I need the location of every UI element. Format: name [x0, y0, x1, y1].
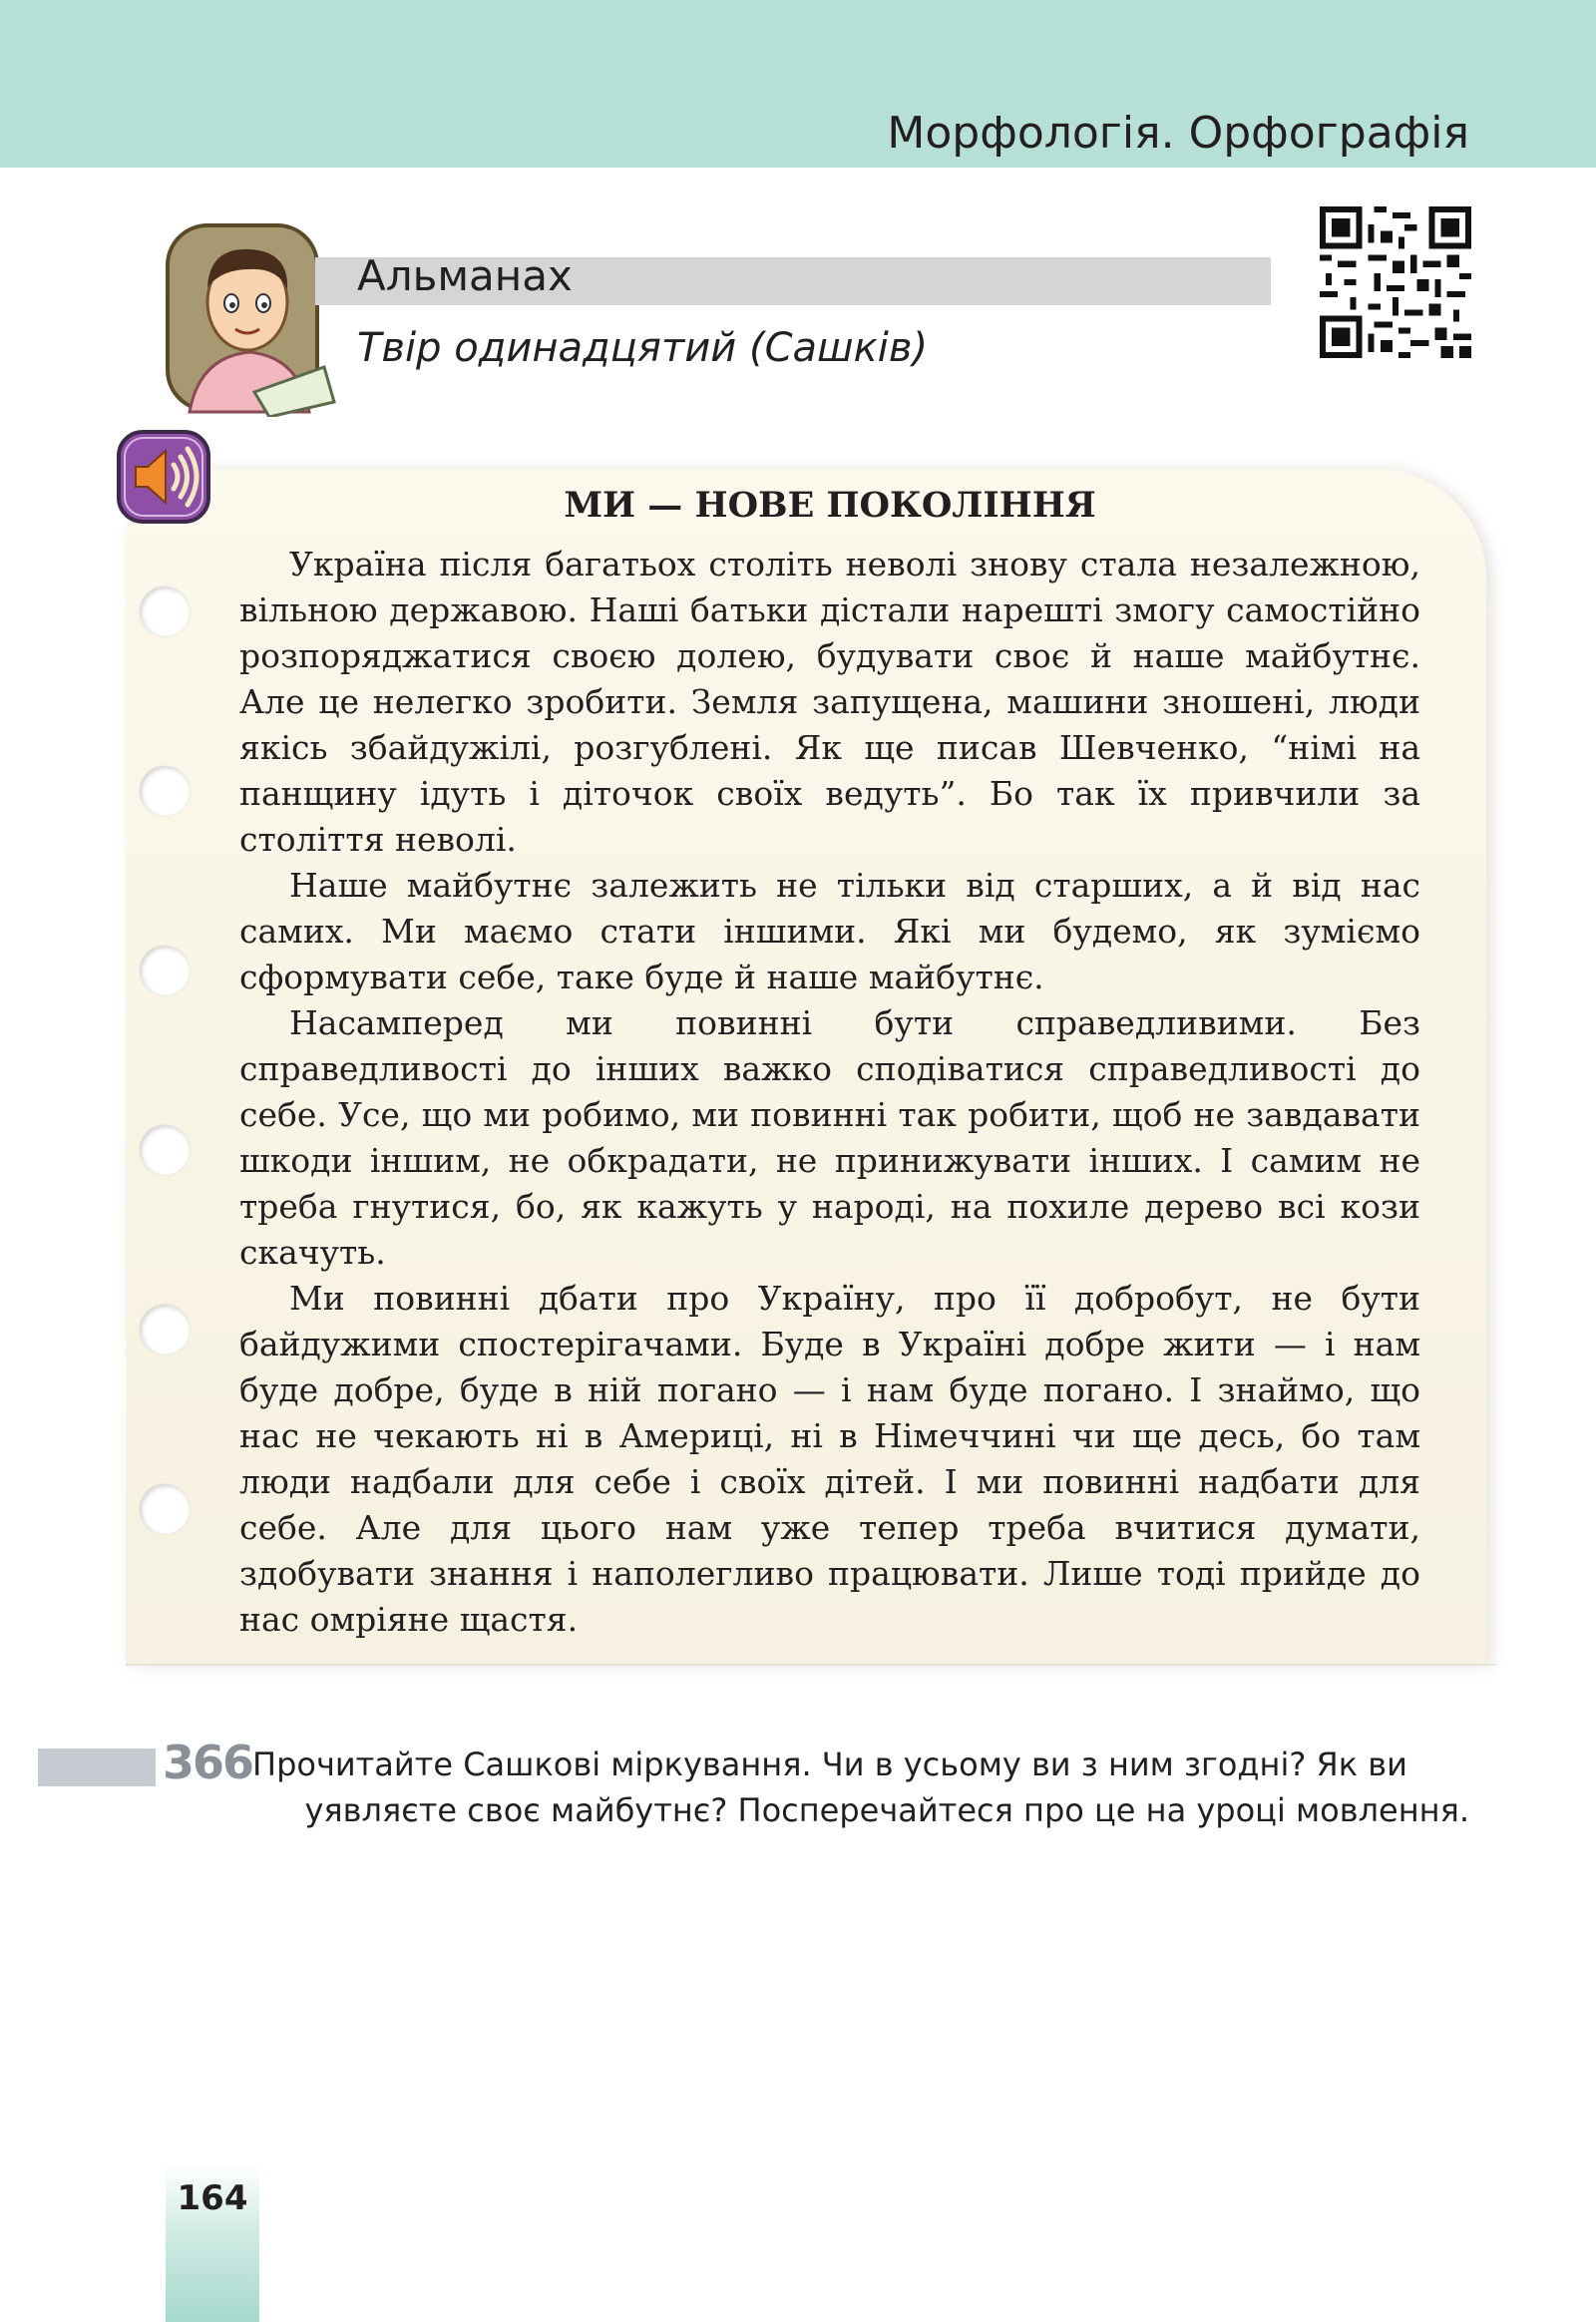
- binder-hole: [140, 1484, 190, 1534]
- binder-hole: [140, 946, 190, 995]
- boy-reading-icon: [160, 217, 339, 417]
- heading-title: Альманах: [357, 251, 573, 300]
- essay-title: МИ — НОВЕ ПОКОЛІННЯ: [564, 485, 1096, 526]
- task-line: Прочитайте Сашкові міркування. Чи в усьому ви з ним згодні? Як ви: [252, 1745, 1407, 1783]
- binder-hole: [140, 766, 190, 816]
- binder-hole: [140, 1305, 190, 1354]
- binder-hole: [140, 586, 190, 636]
- essay-paragraph: Насамперед ми повинні бути справедливими. Без справедливості до інших важко сподіватися справедливості до себе. Усе, що ми робимо, ми повинні так робити, щоб не завдавати шкоди іншим, не обкрадати, не принижувати інших. І самим не треба гнутися, бо, як кажуть у народі, на похиле дерево всі кози скачуть.: [239, 1003, 1420, 1272]
- section-title: Морфологія. Орфографія: [887, 108, 1469, 159]
- task-number: 366: [163, 1736, 253, 1789]
- card-bottom-edge: [126, 1664, 1496, 1666]
- page-number: 164: [177, 2178, 248, 2218]
- task-line: уявляєте своє майбутнє? Посперечайтеся про це на уроці мовлення.: [304, 1791, 1469, 1829]
- speaker-audio-icon[interactable]: [116, 429, 211, 525]
- task-marker-bar: [38, 1748, 156, 1786]
- heading-subtitle: Твір одинадцятий (Сашків): [357, 325, 929, 371]
- essay-body: [239, 542, 1420, 1643]
- qr-code-icon[interactable]: [1320, 206, 1471, 358]
- essay-paragraph: Ми повинні дбати про Україну, про її добробут, не бути байдужими спостерігачами. Буде в Україні добре жити — і нам буде добре, буде в ній погано — і нам буде погано. І знаймо, що нас не чекають ні в Америці, ні в Німеччині чи ще десь, бо там люди надбали для себе і своїх дітей. І ми повинні надбати для себе. Але для цього нам уже тепер треба вчитися думати, здобувати знання і наполегливо працювати. Лише тоді прийде до нас омріяне щастя.: [239, 1279, 1420, 1639]
- binder-hole: [140, 1125, 190, 1175]
- task-text: [252, 1742, 1469, 1833]
- essay-paragraph: Україна після багатьох століть неволі знову стала незалежною, вільною державою. Наші батьки дістали нарешті змогу самостійно розпоряджатися своєю долею, будувати своє й наше майбутнє. Але це нелегко зробити. Земля запущена, машини зношені, люди якісь збайдужілі, розгублені. Як ще писав Шевченко, “німі на панщину ідуть і діточок своїх ведуть”. Бо так їх привчили за століття неволі.: [239, 545, 1420, 859]
- essay-paragraph: Наше майбутнє залежить не тільки від старших, а й від нас самих. Ми маємо стати іншими. Які ми будемо, як зуміємо сформувати себе, таке буде й наше майбутнє.: [239, 866, 1420, 996]
